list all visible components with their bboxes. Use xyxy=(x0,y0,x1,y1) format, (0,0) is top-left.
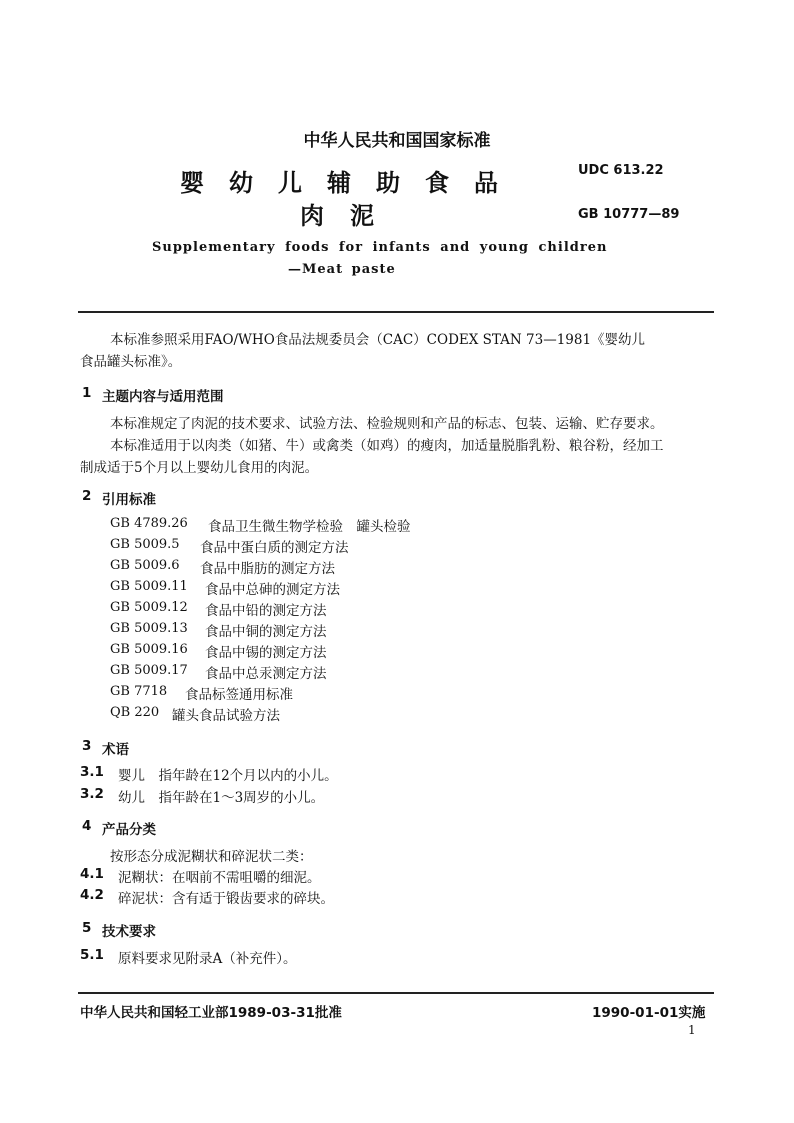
ref-code: GB 5009.6 xyxy=(110,558,180,573)
item-number: 4.2 xyxy=(80,887,104,903)
item-text: 泥糊状：在咽前不需咀嚼的细泥。 xyxy=(118,870,321,886)
section-3-title: 术语 xyxy=(102,742,129,758)
section-2-number: 2 xyxy=(82,488,92,504)
section-1-para-1: 本标准规定了肉泥的技术要求、试验方法、检验规则和产品的标志、包装、运输、贮存要求。 xyxy=(110,416,664,432)
ref-title: 食品中脂肪的测定方法 xyxy=(200,561,335,577)
standard-title: 中华人民共和国国家标准 xyxy=(303,131,491,151)
ref-code: GB 5009.16 xyxy=(110,642,188,657)
ref-title: 食品标签通用标准 xyxy=(185,687,293,703)
section-1-para-2-line-1: 本标准适用于以肉类（如猪、牛）或禽类（如鸡）的瘦肉，加适量脱脂乳粉、粮谷粉，经加工 xyxy=(110,438,664,454)
ref-title: 罐头食品试验方法 xyxy=(172,708,280,724)
item-number: 5.1 xyxy=(80,947,104,963)
section-4-title: 产品分类 xyxy=(102,822,156,838)
ref-code: QB 220 xyxy=(110,705,160,720)
ref-title: 食品中蛋白质的测定方法 xyxy=(200,540,349,556)
page-number: 1 xyxy=(688,1023,696,1037)
english-subtitle: —Meat paste xyxy=(288,262,396,277)
footer-divider xyxy=(78,992,714,994)
document-subtitle: 肉泥 xyxy=(300,202,400,230)
section-5-title: 技术要求 xyxy=(102,924,156,940)
item-text: 原料要求见附录A（补充件）。 xyxy=(118,951,297,967)
ref-code: GB 5009.11 xyxy=(110,579,188,594)
intro-line-1: 本标准参照采用FAO/WHO食品法规委员会（CAC）CODEX STAN 73—1981《婴幼儿 xyxy=(110,332,646,348)
section-1-para-2-line-2: 制成适于5个月以上婴幼儿食用的肉泥。 xyxy=(80,460,319,476)
udc-number: UDC 613.22 xyxy=(578,163,664,178)
approval-date: 中华人民共和国轻工业部1989-03-31批准 xyxy=(80,1005,342,1021)
ref-code: GB 7718 xyxy=(110,684,168,699)
section-4-intro: 按形态分成泥糊状和碎泥状二类： xyxy=(110,849,313,865)
ref-title: 食品中锡的测定方法 xyxy=(205,645,327,661)
item-text: 碎泥状：含有适于锻齿要求的碎块。 xyxy=(118,891,334,907)
implementation-date: 1990-01-01实施 xyxy=(592,1005,706,1021)
item-number: 4.1 xyxy=(80,866,104,882)
ref-title: 食品中铅的测定方法 xyxy=(205,603,327,619)
item-text: 幼儿 指年龄在1～3周岁的小儿。 xyxy=(118,790,325,806)
ref-code: GB 4789.26 xyxy=(110,516,188,531)
section-1-title: 主题内容与适用范围 xyxy=(102,389,224,405)
ref-title: 食品卫生微生物学检验 罐头检验 xyxy=(208,519,411,535)
intro-line-2: 食品罐头标准》。 xyxy=(80,354,182,370)
ref-title: 食品中总汞测定方法 xyxy=(205,666,327,682)
section-3-number: 3 xyxy=(82,738,92,754)
ref-code: GB 5009.17 xyxy=(110,663,188,678)
english-title: Supplementary foods for infants and young children xyxy=(152,240,608,255)
item-number: 3.1 xyxy=(80,764,104,780)
ref-code: GB 5009.5 xyxy=(110,537,180,552)
ref-code: GB 5009.13 xyxy=(110,621,188,636)
header-divider xyxy=(78,311,714,313)
section-4-number: 4 xyxy=(82,818,92,834)
ref-title: 食品中铜的测定方法 xyxy=(205,624,327,640)
ref-title: 食品中总砷的测定方法 xyxy=(205,582,340,598)
section-5-number: 5 xyxy=(82,920,92,936)
gb-number: GB 10777—89 xyxy=(578,207,680,222)
document-title: 婴幼儿辅助食品 xyxy=(180,169,523,197)
item-number: 3.2 xyxy=(80,786,104,802)
item-text: 婴儿 指年龄在12个月以内的小儿。 xyxy=(118,768,338,784)
ref-code: GB 5009.12 xyxy=(110,600,188,615)
section-2-title: 引用标准 xyxy=(102,492,156,508)
section-1-number: 1 xyxy=(82,385,92,401)
